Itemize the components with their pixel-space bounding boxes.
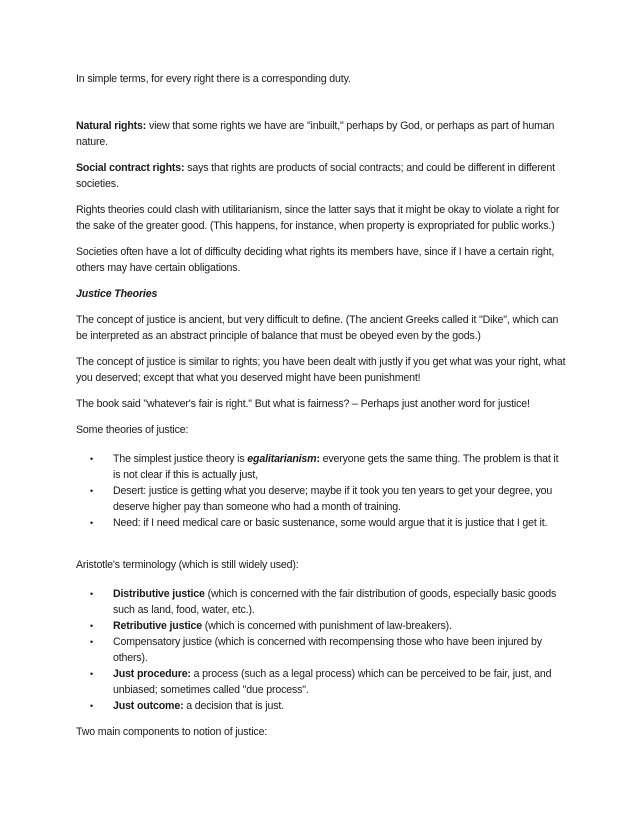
aristotle-paragraph: Aristotle's terminology (which is still widely used): [76, 559, 299, 571]
two-main-paragraph: Two main components to notion of justice: [76, 726, 268, 738]
bullet-icon: • [90, 621, 94, 631]
bullet-icon: • [90, 486, 94, 496]
distributive-term: Distributive justice [113, 588, 205, 600]
list-item [76, 483, 566, 515]
document-page [76, 71, 566, 740]
egal-post: everyone gets the same thing. The problem is that it is not clear if this is actually just, [113, 453, 559, 481]
clash-paragraph: Rights theories could clash with utilitarianism, since the latter says that it might be okay to violate a right for the sake of the greater good. (This happens, for instance, when property is expropriated for public works.) [76, 204, 560, 232]
societies-paragraph: Societies often have a lot of difficulty deciding what rights its members have, since if I have a certain right, others may have certain obligations. [76, 246, 555, 274]
natural-rights-paragraph [76, 118, 566, 150]
desert-text: Desert: justice is getting what you deserve; maybe if it took you ten years to get your degree, you deserve higher pay than someone who had a month of training. [113, 485, 553, 513]
similar-paragraph: The concept of justice is similar to rights; you have been dealt with justly if you get what was your right, what you deserved; except that what you deserved might have been punishment! [76, 356, 566, 384]
need-text: Need: if I need medical care or basic sustenance, some would argue that it is justice that I get it. [113, 517, 548, 529]
list-item [76, 634, 566, 666]
outcome-term: Just outcome: [113, 700, 184, 712]
natural-rights-term: Natural rights: [76, 120, 147, 132]
social-contract-text: says that rights are products of social contracts; and could be different in different societies. [76, 162, 555, 190]
outcome-text: a decision that is just. [183, 700, 284, 712]
egal-pre: The simplest justice theory is [113, 453, 248, 465]
bullet-icon: • [90, 518, 94, 528]
bullet-icon: • [90, 454, 94, 464]
list-item [76, 698, 566, 714]
social-contract-paragraph [76, 160, 566, 192]
aristotle-terms-list [76, 586, 566, 714]
procedure-text: a process (such as a legal process) which can be perceived to be fair, just, and unbiased; sometimes called "due process". [113, 668, 552, 696]
natural-rights-text: view that some rights we have are "inbuilt," perhaps by God, or perhaps as part of human nature. [76, 120, 555, 148]
some-theories-paragraph: Some theories of justice: [76, 424, 189, 436]
justice-theories-heading: Justice Theories [76, 288, 158, 300]
bullet-icon: • [90, 637, 94, 647]
compensatory-text: Compensatory justice (which is concerned with recompensing those who have been injured by others). [113, 636, 542, 664]
procedure-term: Just procedure: [113, 668, 191, 680]
egal-colon: : [316, 453, 320, 465]
theories-list [76, 451, 566, 531]
bullet-icon: • [90, 701, 94, 711]
bullet-icon: • [90, 669, 94, 679]
list-item [76, 451, 566, 483]
distributive-text: (which is concerned with the fair distribution of goods, especially basic goods such as land, food, water, etc.). [113, 588, 557, 616]
social-contract-term: Social contract rights: [76, 162, 185, 174]
intro-paragraph: In simple terms, for every right there is a corresponding duty. [76, 73, 351, 85]
fairness-paragraph: The book said "whatever's fair is right." But what is fairness? – Perhaps just another word for justice! [76, 398, 530, 410]
list-item [76, 618, 566, 634]
concept-paragraph: The concept of justice is ancient, but very difficult to define. (The ancient Greeks called it "Dike", which can be interpreted as an abstract principle of balance that must be obeyed even by the gods.) [76, 314, 559, 342]
egal-term: egalitarianism [247, 453, 317, 465]
retributive-text: (which is concerned with punishment of law-breakers). [202, 620, 452, 632]
list-item [76, 666, 566, 698]
list-item [76, 586, 566, 618]
retributive-term: Retributive justice [113, 620, 202, 632]
list-item [76, 515, 566, 531]
bullet-icon: • [90, 589, 94, 599]
